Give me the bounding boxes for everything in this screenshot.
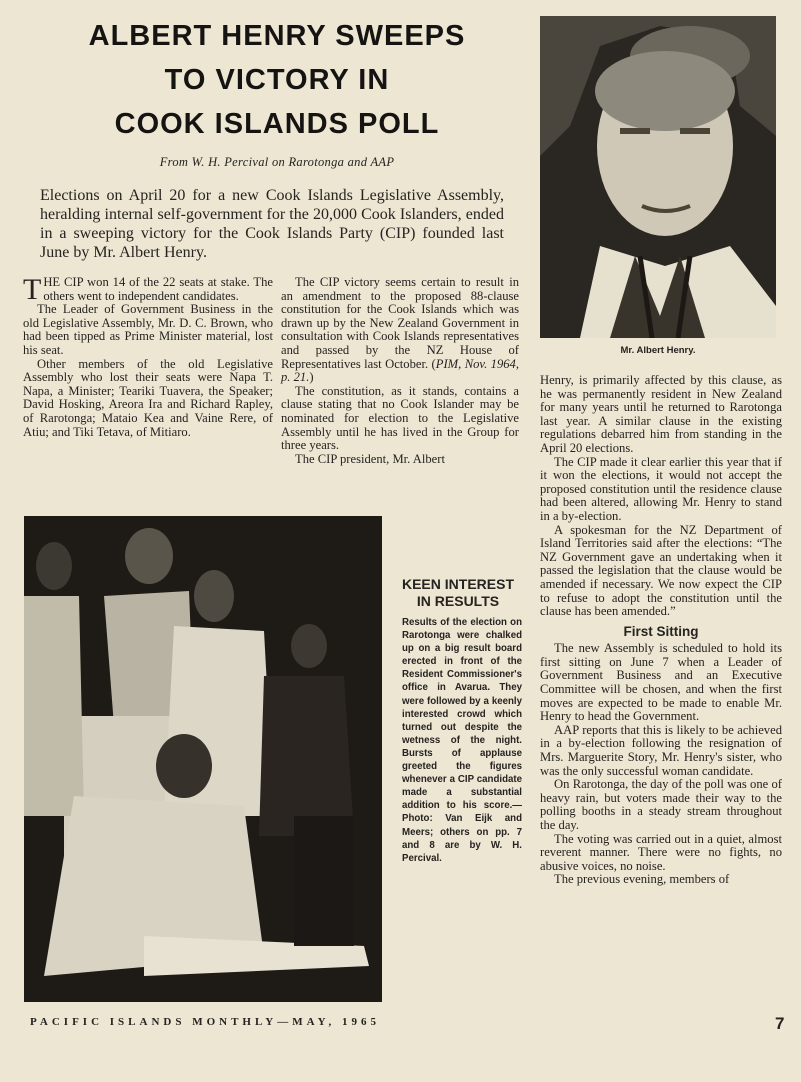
- portrait-caption: Mr. Albert Henry.: [620, 345, 696, 356]
- citation: PIM, Nov. 1964, p. 21.: [281, 356, 519, 385]
- crowd-photo: [24, 516, 382, 1002]
- crowd-image: [24, 516, 382, 1002]
- paragraph: The voting was carried out in a quiet, almost reverent manner. There were no fights, no abusive voices, no noise.: [540, 831, 782, 873]
- byline: From W. H. Percival on Rarotonga and AAP: [159, 155, 395, 169]
- paragraph: THE CIP won 14 of the 22 seats at stake. The others went to independent candidates.: [23, 273, 273, 306]
- paragraph: Other members of the old Legislative Assembly who lost their seats were Napa T. Napa, a Minister; Teariki Tuavera, the Speaker; David Hosking, Areora Ira and Richard Rapley, of Rarotonga; Mataio Kea and Vaine Rere, of Atiu; and Tiki Tetava, of Mitiaro.: [23, 356, 273, 439]
- article-column-2: [281, 276, 519, 466]
- paragraph: The CIP made it clear earlier this year that if it won the elections, it would not accept the proposed constitution until the residence clause had been altered, allowing Mr. Henry to stand in a by-election.: [540, 454, 782, 523]
- standfirst: Elections on April 20 for a new Cook Islands Legislative Assembly, heralding internal self-government for the 20,000 Cook Islanders, ended in a sweeping victory for the Cook Islands Party (CIP) founded last June by Mr. Albert Henry.: [40, 187, 504, 261]
- article-column-1: [23, 273, 273, 439]
- headline-line-2: TO VICTORY IN: [164, 64, 390, 96]
- paragraph: The CIP president, Mr. Albert: [295, 451, 445, 466]
- sidebar-title: KEEN INTEREST IN RESULTS: [401, 576, 514, 609]
- paragraph: The Leader of Government Business in the old Legislative Assembly, Mr. D. C. Brown, who had been tipped as Prime Minister material, lost his seat.: [23, 302, 273, 357]
- page-number: 7: [775, 1014, 785, 1033]
- article-column-3: [540, 374, 782, 887]
- paragraph: The constitution, as it stands, contains a clause stating that no Cook Islander may be nominated for election to the Legislative Assembly until he has lived in the Group for three years.: [281, 383, 519, 453]
- page-footer: PACIFIC ISLANDS MONTHLY—MAY, 1965: [30, 1016, 380, 1028]
- paragraph: AAP reports that this is likely to be achieved in a by-election following the resignation of Mrs. Marguerite Story, Mr. Henry's sister, who was the only successful woman candidate.: [540, 722, 782, 778]
- portrait-photo: [540, 16, 776, 338]
- paragraph: On Rarotonga, the day of the poll was one of heavy rain, but voters made their way to the polling booths in a steady stream throughout the day.: [540, 777, 782, 832]
- portrait-image: [540, 16, 776, 338]
- sidebar-body: Results of the election on Rarotonga were chalked up on a big result board erected in front of the Resident Commissioner's office in Avarua. They were followed by a keenly interested crowd which turned out despite the wetness of the night. Bursts of applause greeted the figures whenever a CIP candidate made a substantial addition to his score.—Photo: Van Eijk and Meers; others on pp. 7 and 8 are by W. H. Percival.: [402, 617, 522, 864]
- headline: [30, 14, 524, 146]
- subheading-first-sitting: First Sitting: [623, 623, 699, 639]
- headline-line-1: ALBERT HENRY SWEEPS: [88, 20, 466, 52]
- paragraph: The CIP victory seems certain to result in an amendment to the proposed 88-clause constitution for the Cook Islands which was drawn up by the New Zealand Government in consultation with Cook Islands representatives and passed by the NZ House of Representatives last October. (PIM, Nov. 1964, p. 21.): [281, 275, 519, 385]
- paragraph: Henry, is primarily affected by this clause, as he was permanently resident in New Zealand for many years until he returned to Rarotonga last year. A similar clause in the existing regulations debarred him from standing in the April 20 elections.: [540, 373, 782, 455]
- paragraph: The new Assembly is scheduled to hold its first sitting on June 7 when a Leader of Government Business and an Executive Committee will be chosen, and when the first moves are expected to be made to enable Mr. Henry to head the Government.: [540, 641, 782, 724]
- paragraph: The previous evening, members of: [554, 872, 730, 887]
- headline-line-3: COOK ISLANDS POLL: [114, 108, 440, 140]
- paragraph: A spokesman for the NZ Department of Island Territories said after the elections: “The NZ Government gave an undertaking when it passed the legislation that the clause would be amended if necessary. We now expect the CIP to refuse to adopt the constitution until the clause has been amended.”: [540, 522, 782, 619]
- drop-cap: T: [23, 273, 42, 306]
